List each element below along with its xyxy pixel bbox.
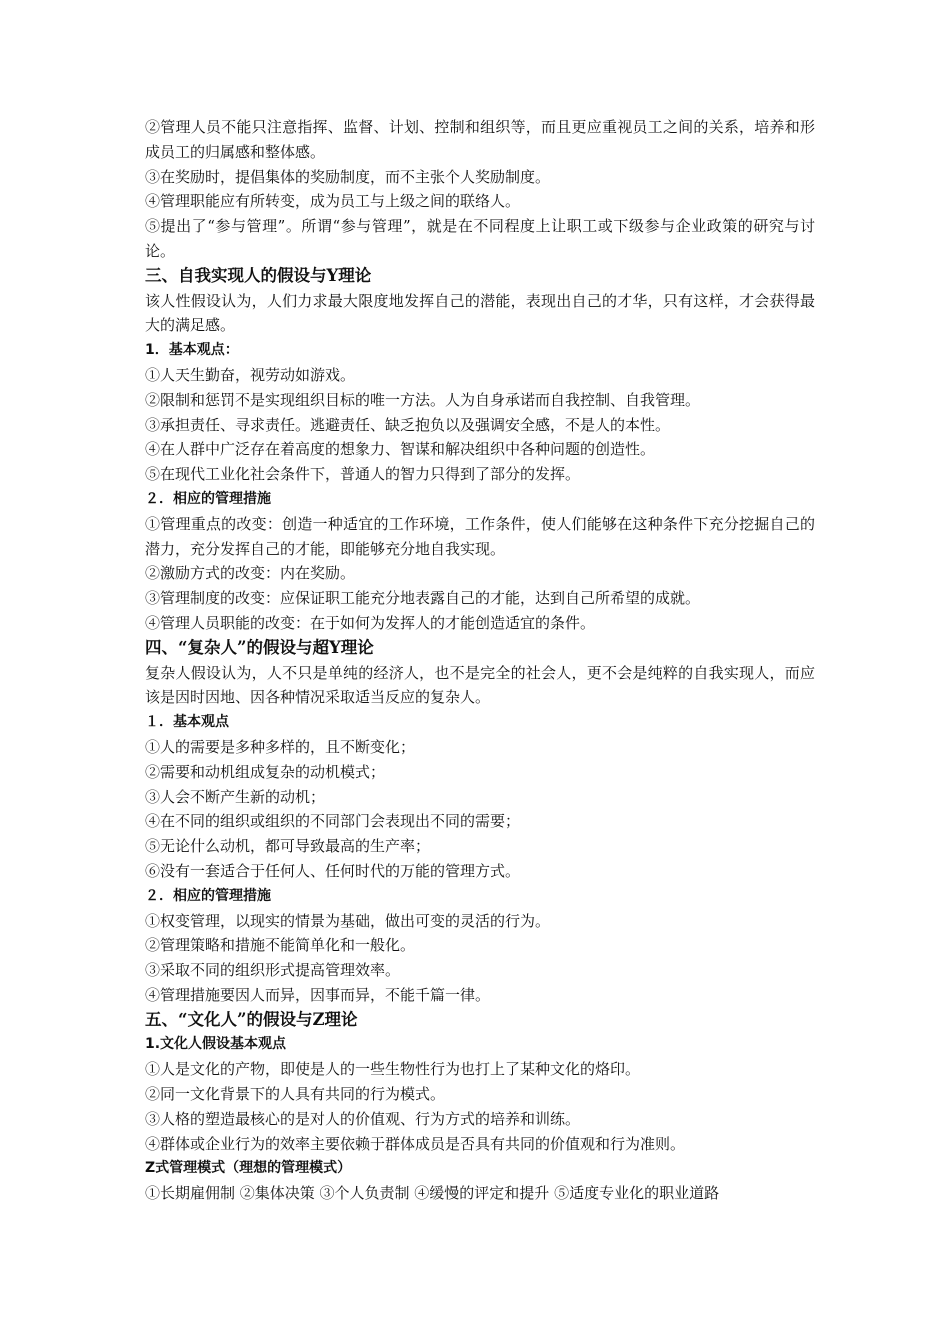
paragraph: ②管理人员不能只注意指挥、监督、计划、控制和组织等，而且更应重视员工之间的关系，培养和形成员工的归属感和整体感。 — [145, 118, 815, 161]
list-item: ①人是文化的产物，即使是人的一些生物性行为也打上了某种文化的烙印。 — [145, 1060, 641, 1079]
list-item: ①人天生勤奋，视劳动如游戏。 — [145, 365, 356, 384]
subsection-heading: ２．相应的管理措施 — [145, 490, 271, 507]
list-item: ①长期雇佣制 ②集体决策 ③个人负责制 ④缓慢的评定和提升 ⑤适度专业化的职业道路 — [145, 1184, 720, 1203]
section-heading: 四、“复杂人”的假设与超Y理论 — [145, 637, 374, 657]
section-heading: 五、“文化人”的假设与Z理论 — [145, 1009, 358, 1029]
list-item: ④在不同的组织或组织的不同部门会表现出不同的需要； — [145, 812, 521, 831]
paragraph: ⑤提出了“参与管理”。所谓“参与管理”，就是在不同程度上让职工或下级参与企业政策的研究与讨论。 — [145, 217, 815, 260]
subsection-heading: １．基本观点 — [145, 714, 229, 731]
document-page — [145, 115, 815, 1206]
list-item: ②限制和惩罚不是实现组织目标的唯一方法。人为自身承诺而自我控制、自我管理。 — [145, 390, 701, 409]
list-item: ④群体或企业行为的效率主要依赖于群体成员是否具有共同的价值观和行为准则。 — [145, 1134, 686, 1153]
list-item: ②激励方式的改变：内在奖励。 — [145, 564, 356, 583]
list-item: ④管理人员职能的改变：在于如何为发挥人的才能创造适宜的条件。 — [145, 613, 596, 632]
subsection-heading: 1.文化人假设基本观点 — [145, 1036, 287, 1053]
list-item: ③人会不断产生新的动机； — [145, 787, 326, 806]
list-item: ⑤在现代工业化社会条件下，普通人的智力只得到了部分的发挥。 — [145, 465, 581, 484]
subsection-heading: ２．相应的管理措施 — [145, 887, 271, 904]
paragraph: 复杂人假设认为，人不只是单纯的经济人，也不是完全的社会人，更不会是纯粹的自我实现人，而应该是因时因地、因各种情况采取适当反应的复杂人。 — [145, 663, 815, 707]
list-item: ②同一文化背景下的人具有共同的行为模式。 — [145, 1085, 446, 1104]
list-item: ⑤无论什么动机，都可导致最高的生产率； — [145, 837, 431, 856]
list-item: ④管理措施要因人而异，因事而异，不能千篇一律。 — [145, 985, 491, 1004]
list-item: ③人格的塑造最核心的是对人的价值观、行为方式的培养和训练。 — [145, 1109, 581, 1128]
subsection-heading: Z式管理模式（理想的管理模式） — [145, 1160, 352, 1177]
list-item: ③承担责任、寻求责任。逃避责任、缺乏抱负以及强调安全感，不是人的本性。 — [145, 415, 671, 434]
paragraph: 该人性假设认为，人们力求最大限度地发挥自己的潜能，表现出自己的才华，只有这样，才会获得最大的满足感。 — [145, 291, 815, 335]
list-item: ①人的需要是多种多样的，且不断变化； — [145, 737, 416, 756]
list-item: ③管理制度的改变：应保证职工能充分地表露自己的才能，达到自己所希望的成就。 — [145, 589, 701, 608]
list-item: ①管理重点的改变：创造一种适宜的工作环境，工作条件，使人们能够在这种条件下充分挖掘自己的潜力，充分发挥自己的才能，即能够充分地自我实现。 — [145, 514, 815, 558]
subsection-heading: 1．基本观点： — [145, 342, 239, 359]
list-item: ④在人群中广泛存在着高度的想象力、智谋和解决组织中各种问题的创造性。 — [145, 440, 656, 459]
list-item: ⑥没有一套适合于任何人、任何时代的万能的管理方式。 — [145, 861, 521, 880]
list-item: ②需要和动机组成复杂的动机模式； — [145, 762, 386, 781]
list-item: ②管理策略和措施不能简单化和一般化。 — [145, 936, 416, 955]
list-item: ①权变管理，以现实的情景为基础，做出可变的灵活的行为。 — [145, 911, 551, 930]
list-item: ③采取不同的组织形式提高管理效率。 — [145, 961, 401, 980]
paragraph: ③在奖励时，提倡集体的奖励制度，而不主张个人奖励制度。 — [145, 167, 551, 186]
section-heading: 三、自我实现人的假设与Y理论 — [145, 265, 372, 285]
paragraph: ④管理职能应有所转变，成为员工与上级之间的联络人。 — [145, 192, 521, 211]
